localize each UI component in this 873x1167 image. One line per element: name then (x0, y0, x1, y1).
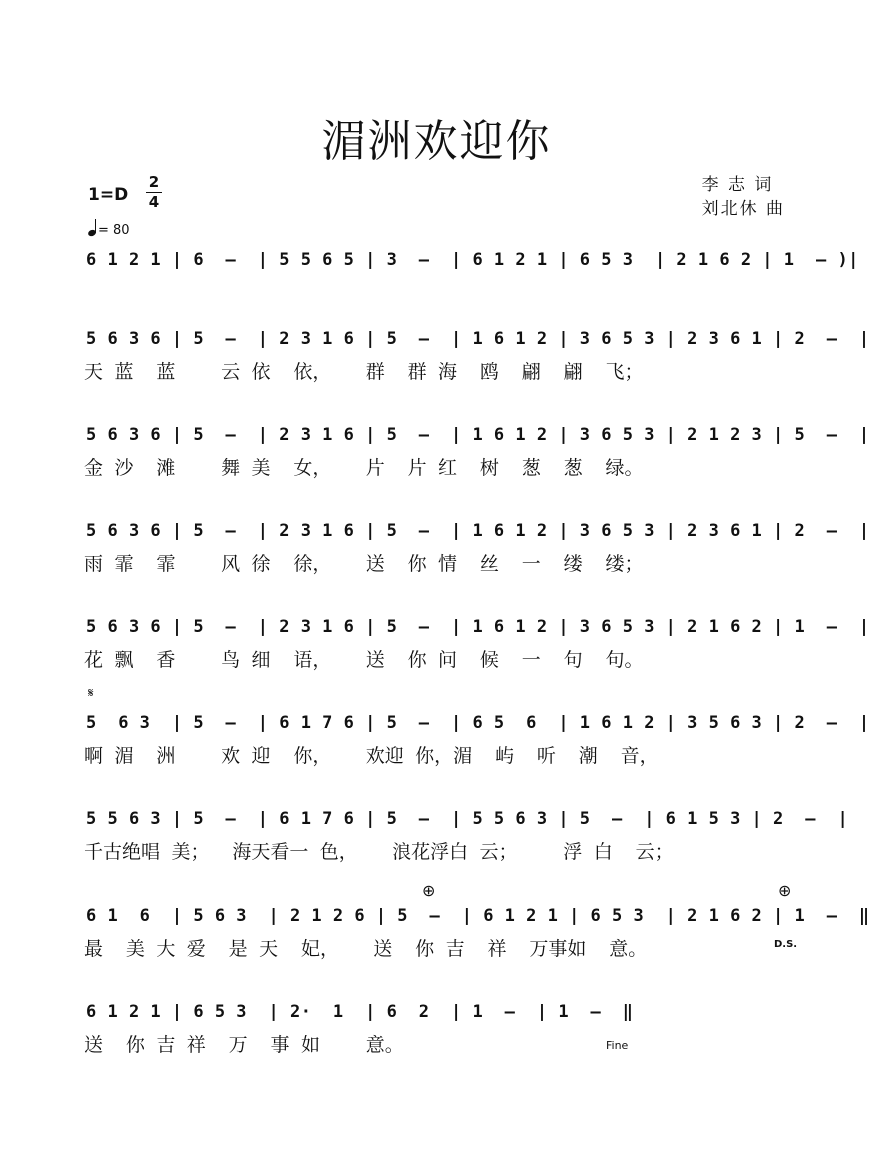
quarter-note-icon (88, 220, 98, 236)
notation-line: 5 6 3 6 | 5 – | 2 3 1 6 | 5 – | 1 6 1 2 | 3 6 5 3 | 2 1 6 2 | 1 – | (86, 617, 870, 637)
notation-line: 6 1 6 | 5 6 3 | 2 1 2 6 | 5 – | 6 1 2 1 | 6 5 3 | 2 1 6 2 | 1 – ‖ (86, 906, 870, 926)
time-signature-bottom: 4 (148, 193, 160, 211)
tempo-marking (88, 220, 130, 238)
lyricist: 李 志 词 (701, 175, 774, 195)
lyric-line: 最 美 大 爱 是 天 妃， 送 你 吉 祥 万事如 意。 (84, 938, 648, 960)
page-title: 湄洲欢迎你 (321, 116, 552, 167)
lyric-line: 千古绝唱 美； 海天看一 色， 浪花浮白 云； 浮 白 云； (84, 841, 674, 863)
lyric-line: 送 你 吉 祥 万 事 如 意。 (84, 1034, 404, 1056)
lyric-line: 天 蓝 蓝 云 依 依， 群 群 海 鸥 翩 翩 飞； (84, 361, 644, 383)
key-signature: 1=D (88, 185, 129, 205)
time-signature-top: 2 (148, 173, 160, 191)
lyric-line: 啊 湄 洲 欢 迎 你， 欢迎 你，湄 屿 听 潮 音， (84, 745, 659, 767)
segno-icon: 𝄋 (88, 686, 94, 701)
notation-line: 5 5 6 3 | 5 – | 6 1 7 6 | 5 – | 5 5 6 3 | 5 – | 6 1 5 3 | 2 – | (86, 809, 849, 829)
dal-segno-marking: D.S. (774, 939, 798, 950)
coda-icon: ⊕ (778, 881, 792, 900)
tempo-value: = 80 (98, 223, 130, 238)
credits (702, 173, 785, 221)
notation-line: 5 6 3 6 | 5 – | 2 3 1 6 | 5 – | 1 6 1 2 | 3 6 5 3 | 2 3 6 1 | 2 – | (86, 521, 870, 541)
fine-marking: Fine (606, 1039, 629, 1052)
coda-icon: ⊕ (422, 881, 436, 900)
time-signature (146, 174, 162, 211)
notation-line: 6 1 2 1 | 6 – | 5 5 6 5 | 3 – | 6 1 2 1 | 6 5 3 | 2 1 6 2 | 1 – )| (86, 250, 859, 270)
notation-line: 6 1 2 1 | 6 5 3 | 2· 1 | 6 2 | 1 – | 1 – ‖ (86, 1002, 634, 1022)
lyric-line: 金 沙 滩 舞 美 女， 片 片 红 树 葱 葱 绿。 (84, 457, 644, 479)
notation-line: 5 6 3 6 | 5 – | 2 3 1 6 | 5 – | 1 6 1 2 | 3 6 5 3 | 2 1 2 3 | 5 – | (86, 425, 870, 445)
lyric-line: 雨 霏 霏 风 徐 徐， 送 你 情 丝 一 缕 缕； (84, 553, 644, 575)
notation-line: 5 6 3 6 | 5 – | 2 3 1 6 | 5 – | 1 6 1 2 | 3 6 5 3 | 2 3 6 1 | 2 – | (86, 329, 870, 349)
composer: 刘北休 曲 (701, 199, 785, 219)
notation-line: 5 6 3 | 5 – | 6 1 7 6 | 5 – | 6 5 6 | 1 6 1 2 | 3 5 6 3 | 2 – | (86, 713, 870, 733)
lyric-line: 花 飘 香 鸟 细 语， 送 你 问 候 一 句 句。 (84, 649, 644, 671)
